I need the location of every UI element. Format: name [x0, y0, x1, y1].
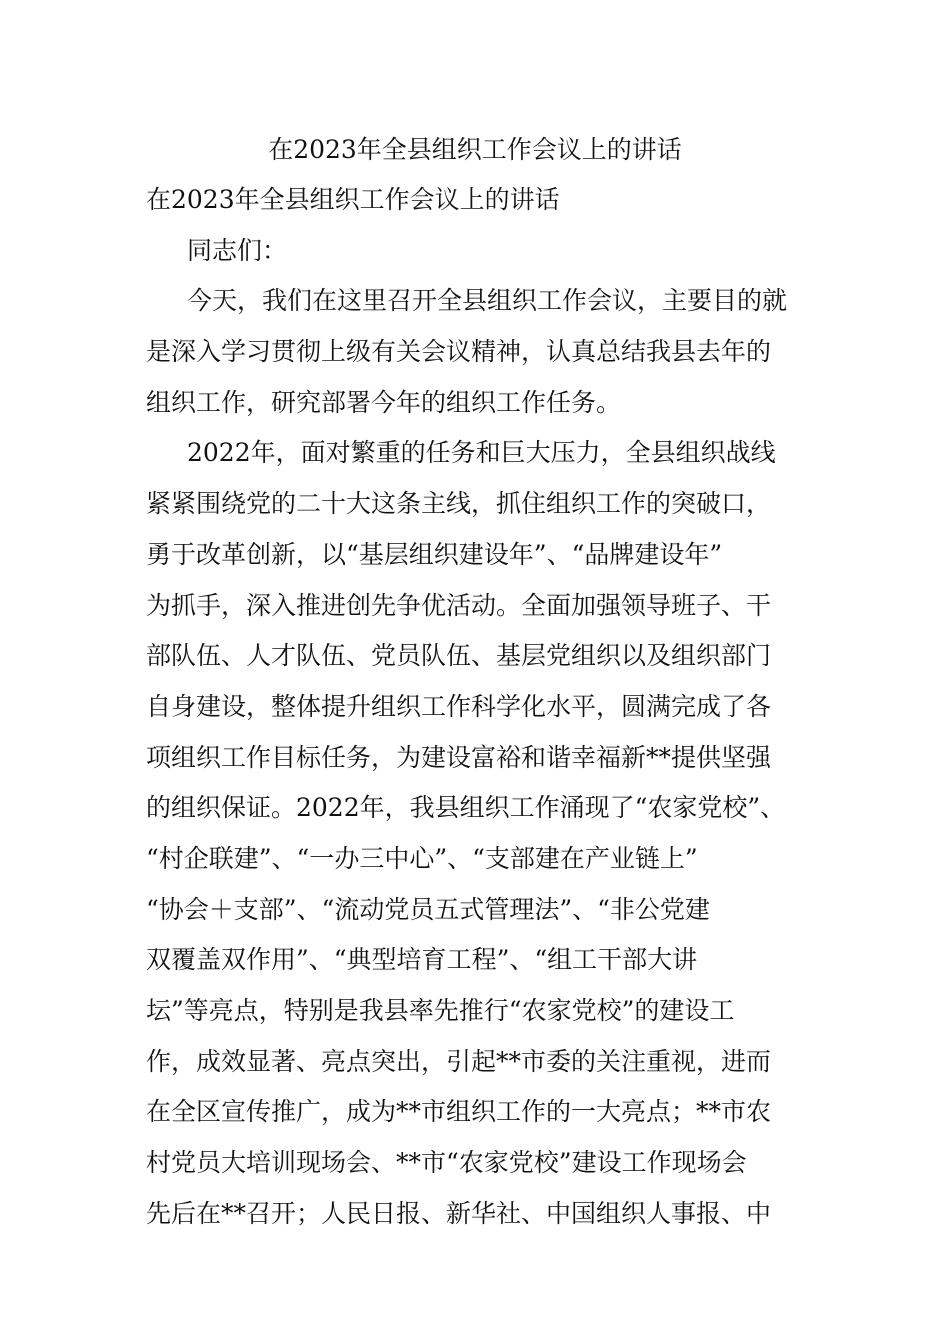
paragraph-line: 的组织保证。2022年，我县组织工作涌现了“农家党校”、 — [146, 793, 786, 823]
paragraph-line: 勇于改革创新，以“基层组织建设年”、“品牌建设年” — [146, 539, 723, 569]
paragraph-line: “协会＋支部”、“流动党员五式管理法”、“非公党建 — [146, 894, 710, 924]
paragraph-line: 双覆盖双作用”、“典型培育工程”、“组工干部大讲 — [146, 945, 698, 975]
paragraph-line: 坛”等亮点，特别是我县率先推行“农家党校”的建设工 — [146, 996, 735, 1025]
paragraph-line: 项组织工作目标任务，为建设富裕和谐幸福新**提供坚强 — [146, 742, 772, 772]
paragraph-line: “村企联建”、“一办三中心”、“支部建在产业链上” — [146, 843, 698, 873]
paragraph-line: 部队伍、人才队伍、党员队伍、基层党组织以及组织部门 — [146, 641, 772, 671]
paragraph-line: 2022年，面对繁重的任务和巨大压力，全县组织战线 — [187, 438, 776, 468]
paragraph-line: 紧紧围绕党的二十大这条主线，抓住组织工作的突破口， — [146, 489, 772, 519]
paragraph-line: 是深入学习贯彻上级有关会议精神，认真总结我县去年的 — [146, 337, 772, 367]
paragraph-line: 今天，我们在这里召开全县组织工作会议，主要目的就 — [187, 286, 788, 316]
paragraph-line: 村党员大培训现场会、**市“农家党校”建设工作现场会 — [146, 1148, 747, 1178]
paragraph-line: 在全区宣传推广，成为**市组织工作的一大亮点；**市农 — [146, 1097, 772, 1127]
paragraph-line: 自身建设，整体提升组织工作科学化水平，圆满完成了各 — [146, 691, 772, 721]
document-title: 在2023年全县组织工作会议上的讲话 — [268, 135, 682, 164]
paragraph-line: 作，成效显著、亮点突出，引起**市委的关注重视，进而 — [146, 1046, 772, 1076]
paragraph-line: 组织工作，研究部署今年的组织工作任务。 — [146, 387, 622, 417]
document-body — [146, 183, 826, 1247]
paragraph-line: 为抓手，深入推进创先争优活动。全面加强领导班子、干 — [146, 590, 772, 620]
paragraph-line: 先后在**召开；人民日报、新华社、中国组织人事报、中 — [146, 1198, 772, 1228]
salutation-line: 同志们： — [187, 235, 288, 265]
subtitle-line: 在2023年全县组织工作会议上的讲话 — [146, 185, 560, 214]
